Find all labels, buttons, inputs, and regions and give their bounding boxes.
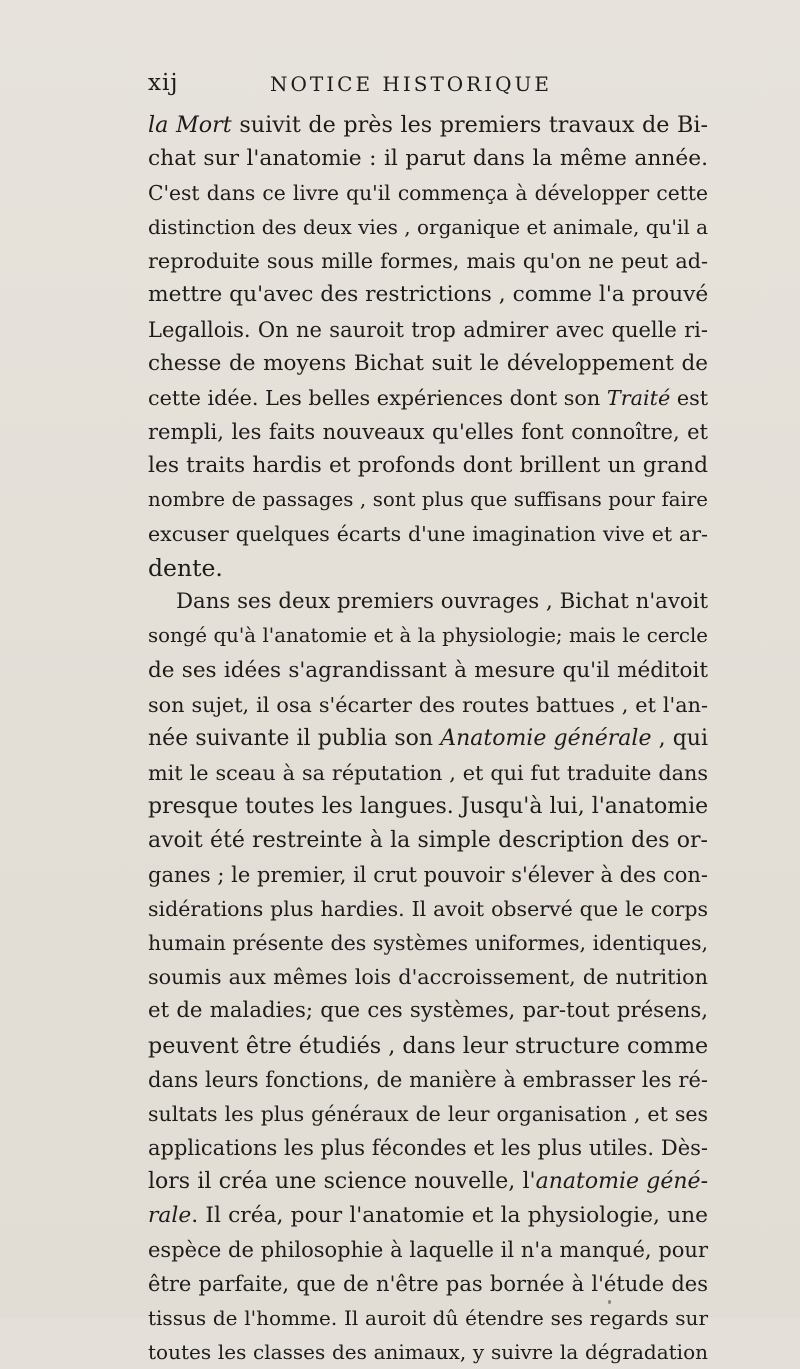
- text-line: tissus de l'homme. Il auroit dû étendre ses regards sur: [148, 1306, 708, 1331]
- text-line: lors il créa une science nouvelle, l'anatomie géné-: [148, 1168, 709, 1194]
- body-text: [148, 108, 708, 1369]
- running-title: NOTICE HISTORIQUE: [270, 72, 552, 96]
- text-line: humain présente des systèmes uniformes, identiques,: [148, 931, 708, 956]
- text-line: mit le sceau à sa réputation , et qui fut traduite dans: [148, 760, 708, 785]
- text-line: excuser quelques écarts d'une imagination vive et ar-: [148, 522, 708, 547]
- text-line: avoit été restreinte à la simple description des or-: [148, 827, 708, 853]
- text-line: peuvent être étudiés , dans leur structure comme: [148, 1032, 709, 1059]
- text-line: sidérations plus hardies. Il avoit observé que le corps: [148, 897, 708, 922]
- text-line: cette idée. Les belles expériences dont son Traité est: [148, 385, 709, 410]
- text-line: distinction des deux vies , organique et animale, qu'il a: [148, 215, 708, 240]
- text-line: mettre qu'avec des restrictions , comme l'a prouvé: [148, 282, 709, 308]
- text-line: née suivante il publia son Anatomie générale , qui: [148, 725, 708, 751]
- text-line: ganes ; le premier, il crut pouvoir s'élever à des con-: [148, 863, 708, 888]
- text-line: la Mort suivit de près les premiers travaux de Bi-: [148, 112, 708, 138]
- text-line: dente.: [148, 554, 223, 583]
- text-line: reproduite sous mille formes, mais qu'on ne peut ad-: [148, 249, 708, 274]
- text-line: Legallois. On ne sauroit trop admirer avec quelle ri-: [148, 317, 708, 342]
- text-line: nombre de passages , sont plus que suffisans pour faire: [148, 488, 708, 512]
- text-line: songé qu'à l'anatomie et à la physiologie; mais le cercle: [148, 624, 708, 648]
- text-line: rale. Il créa, pour l'anatomie et la physiologie, une: [148, 1203, 708, 1228]
- text-line: C'est dans ce livre qu'il commença à développer cette: [148, 181, 708, 206]
- text-line: rempli, les faits nouveaux qu'elles font connoître, et: [148, 419, 708, 444]
- text-line: les traits hardis et profonds dont brillent un grand: [148, 452, 708, 478]
- text-line: sultats les plus généraux de leur organisation , et ses: [148, 1101, 708, 1126]
- text-line: presque toutes les langues. Jusqu'à lui, l'anatomie: [148, 793, 709, 819]
- text-line: chesse de moyens Bichat suit le développement de: [148, 350, 708, 376]
- text-line: chat sur l'anatomie : il parut dans la même année.: [148, 146, 708, 172]
- text-line: applications les plus fécondes et les plus utiles. Dès-: [148, 1135, 708, 1160]
- text-line: être parfaite, que de n'être pas bornée à l'étude des: [148, 1272, 708, 1297]
- text-line: et de maladies; que ces systèmes, par-tout présens,: [148, 998, 708, 1024]
- text-line: dans leurs fonctions, de manière à embrasser les ré-: [148, 1067, 708, 1092]
- text-line: toutes les classes des animaux, y suivre la dégradation: [148, 1340, 708, 1365]
- ink-speck: [608, 1300, 611, 1304]
- text-line: de ses idées s'agrandissant à mesure qu'il méditoit: [148, 657, 708, 683]
- page-header: [148, 62, 708, 102]
- text-line: son sujet, il osa s'écarter des routes battues , et l'an-: [148, 692, 708, 717]
- text-line: soumis aux mêmes lois d'accroissement, de nutrition: [148, 965, 708, 990]
- page-number: xij: [148, 70, 179, 96]
- text-line: espèce de philosophie à laquelle il n'a manqué, pour: [148, 1238, 708, 1263]
- text-line: Dans ses deux premiers ouvrages , Bichat n'avoit: [176, 589, 708, 615]
